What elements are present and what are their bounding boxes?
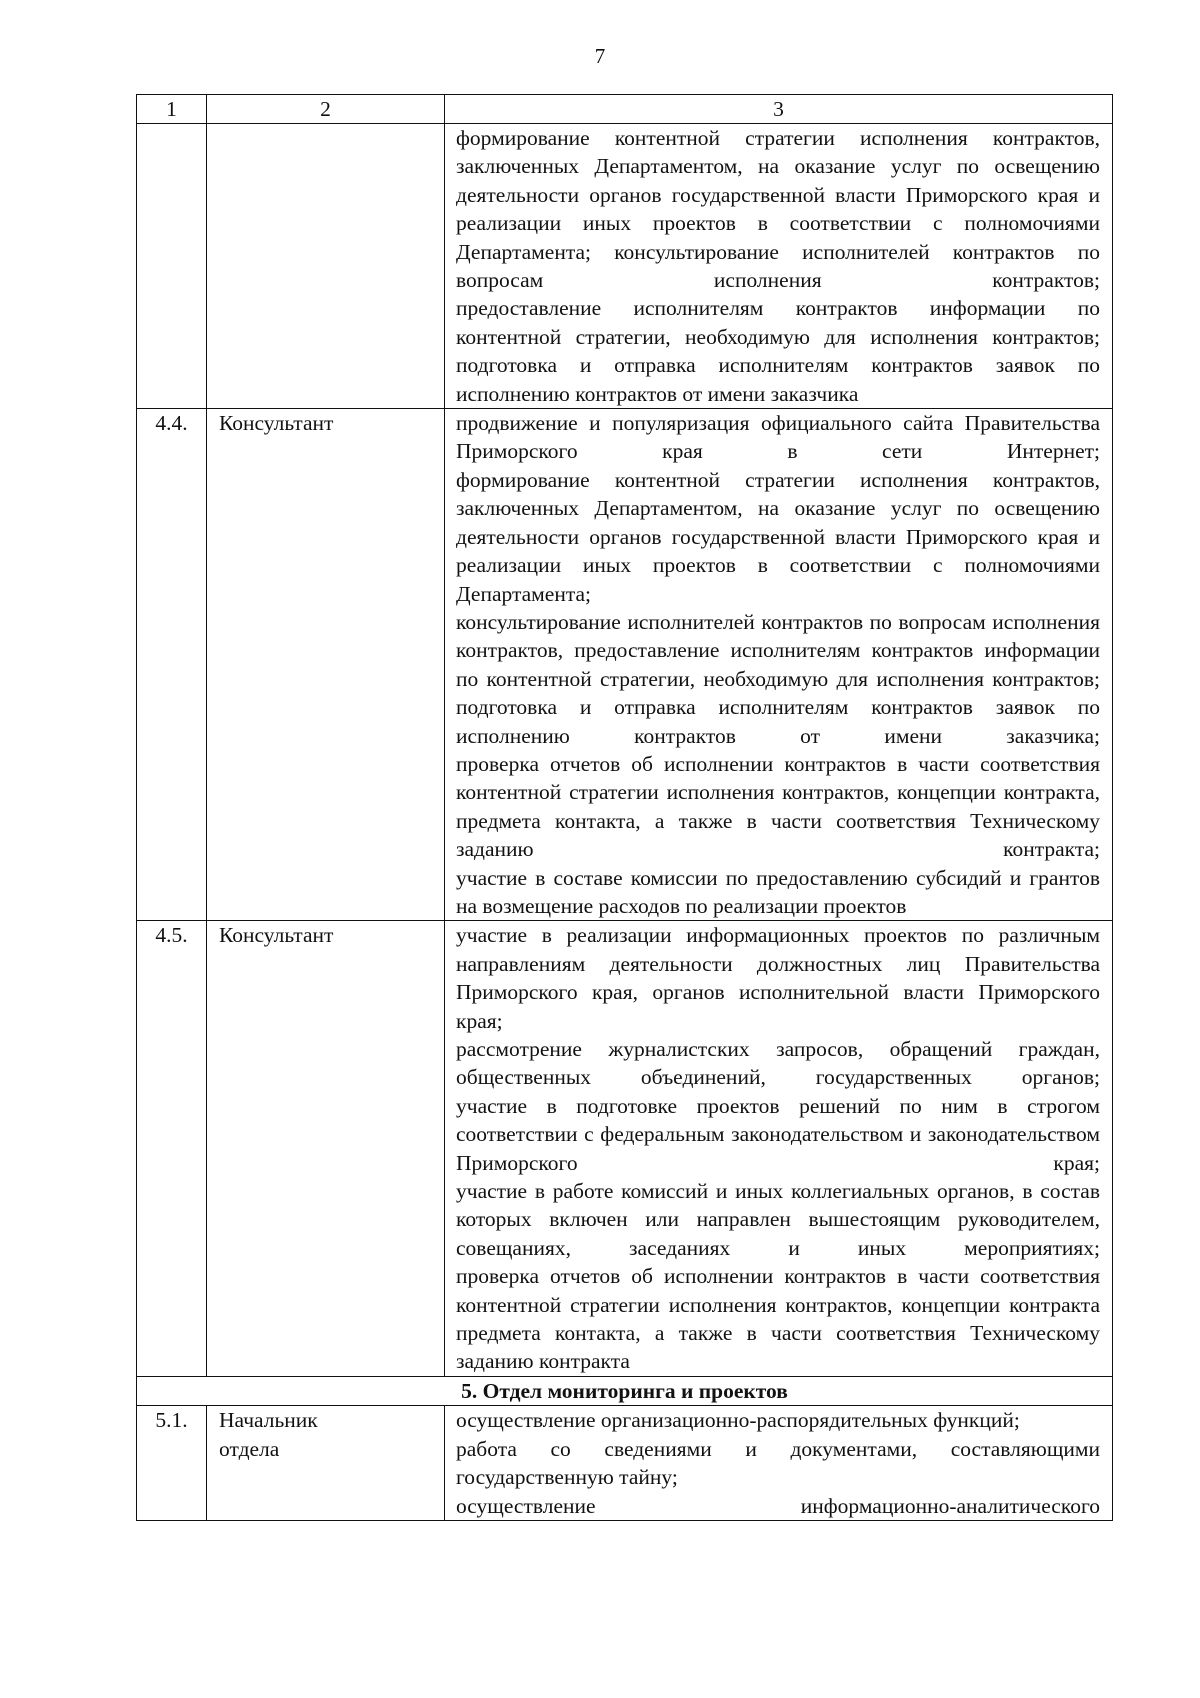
page-number: 7: [594, 44, 606, 68]
row-number: [137, 124, 207, 409]
table-row: [137, 1406, 1113, 1521]
duties-cell: [445, 409, 1113, 921]
duty-item: подготовка и отправка исполнителям контрактов заявок по исполнению контрактов от имени заказчика;: [456, 695, 1100, 748]
header-col-1: 1: [137, 95, 207, 124]
table-row: [137, 921, 1113, 1377]
duty-item: консультирование исполнителей контрактов по вопросам исполнения контрактов, предоставление исполнителям контрактов информации по контентной стратегии, необходимую для исполнения контрактов;: [456, 609, 1100, 691]
duty-item: рассмотрение журналистских запросов, обращений граждан, общественных объединений, государственных органов;: [456, 1037, 1100, 1090]
row-number: 5.1.: [137, 1406, 207, 1521]
duty-item: подготовка и отправка исполнителям контрактов заявок по исполнению контрактов от имени заказчика: [456, 353, 1100, 406]
duty-item: осуществление организационно-распорядительных функций;: [456, 1408, 1020, 1433]
row-number: 4.4.: [137, 409, 207, 921]
duty-item: осуществление информационно-аналитического: [456, 1493, 1100, 1518]
duty-item: работа со сведениями и документами, составляющими государственную тайну;: [456, 1436, 1100, 1490]
duty-item: продвижение и популяризация официального сайта Правительства Приморского края в сети Интернет;: [456, 411, 1100, 464]
position-title-line: Начальник: [219, 1408, 318, 1433]
duty-item: предоставление исполнителям контрактов информации по контентной стратегии, необходимую для исполнения контрактов;: [456, 296, 1100, 349]
table-row: [137, 409, 1113, 921]
section-title: 5. Отдел мониторинга и проектов: [137, 1376, 1113, 1405]
duties-cell: [445, 921, 1113, 1377]
duty-item: участие в работе комиссий и иных коллегиальных органов, в состав которых включен или направлен вышестоящим руководителем, совещаниях, заседаниях и иных мероприятиях;: [456, 1179, 1100, 1260]
duty-item: проверка отчетов об исполнении контрактов в части соответствия контентной стратегии исполнения контрактов, концепции контракта, предмета контакта, а также в части соответствия Техническому заданию контракта;: [456, 751, 1100, 862]
header-col-3: 3: [445, 95, 1113, 124]
position-title-line: отдела: [219, 1436, 280, 1461]
position-title: Консультант: [207, 409, 445, 921]
duty-item: формирование контентной стратегии исполнения контрактов, заключенных Департаментом, на оказание услуг по освещению деятельности органов государственной власти Приморского края и реализации иных проектов в соответствии с полномочиями Департамента;: [456, 467, 1100, 606]
position-title: Консультант: [207, 921, 445, 1377]
position-title: [207, 124, 445, 409]
functions-table: [136, 94, 1113, 1521]
position-title: [207, 1406, 445, 1521]
table-header-row: [137, 95, 1113, 124]
table-row: [137, 124, 1113, 409]
duty-item: формирование контентной стратегии исполнения контрактов, заключенных Департаментом, на оказание услуг по освещению деятельности органов государственной власти Приморского края и реализации иных проектов в соответствии с полномочиями Департамента; консультирование исполнителей контрактов по вопросам исполнения контрактов;: [456, 126, 1100, 293]
row-number: 4.5.: [137, 921, 207, 1377]
duty-item: проверка отчетов об исполнении контрактов в части соответствия контентной стратегии исполнения контрактов, концепции контракта предмета контакта, а также в части соответствия Техническому заданию контракта: [456, 1264, 1100, 1374]
duty-item: участие в реализации информационных проектов по различным направлениям деятельности должностных лиц Правительства Приморского края, органов исполнительной власти Приморского края;: [456, 923, 1100, 1033]
duties-cell: [445, 124, 1113, 409]
duty-item: участие в составе комиссии по предоставлению субсидий и грантов на возмещение расходов по реализации проектов: [456, 865, 1100, 918]
duties-cell: [445, 1406, 1113, 1521]
duty-item: участие в подготовке проектов решений по ним в строгом соответствии с федеральным законодательством и законодательством Приморского края;: [456, 1093, 1100, 1175]
header-col-2: 2: [207, 95, 445, 124]
section-header-row: [137, 1376, 1113, 1405]
